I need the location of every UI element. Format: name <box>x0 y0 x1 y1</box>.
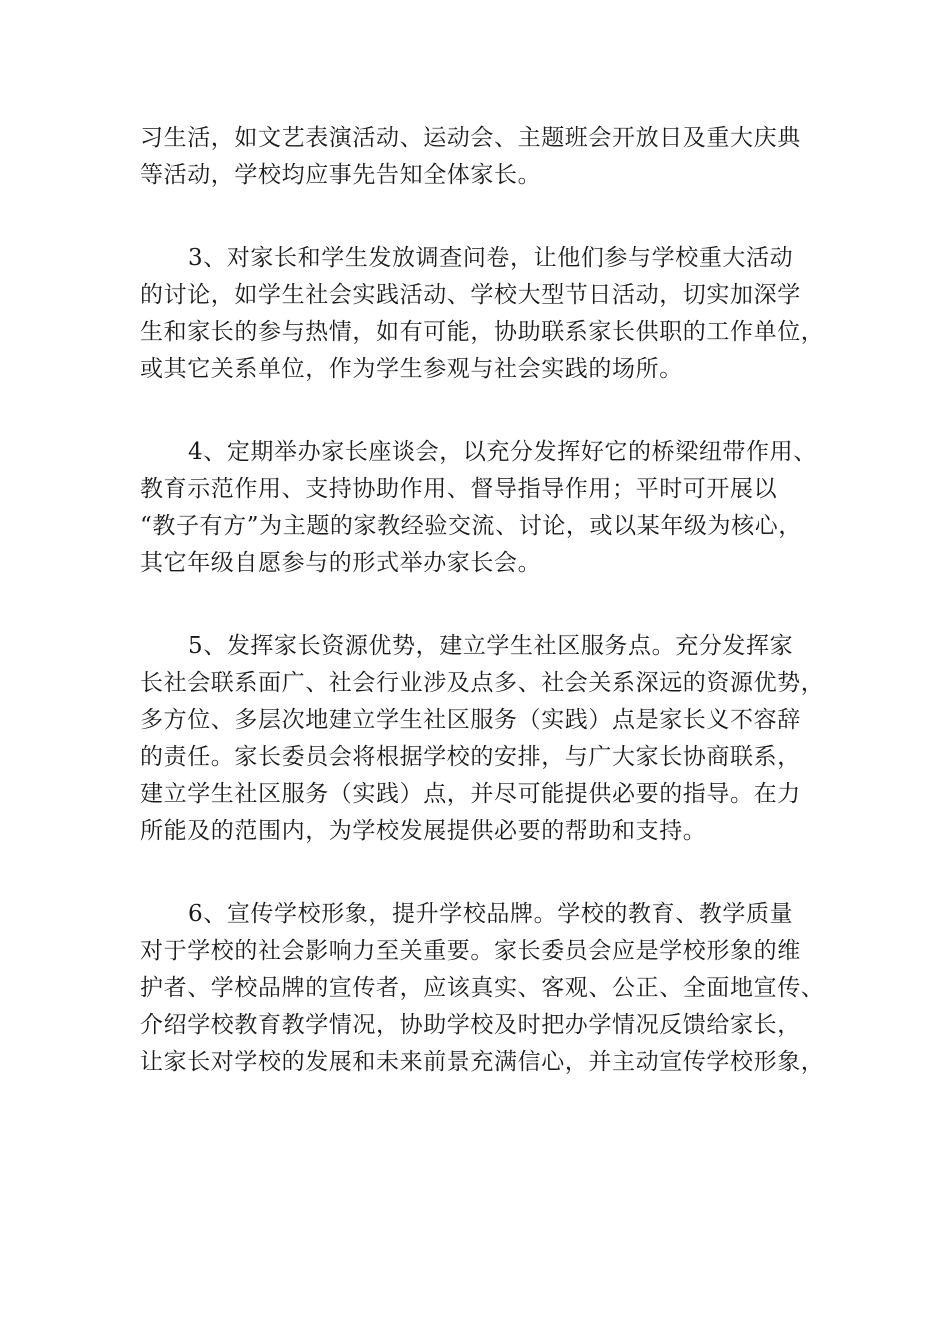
text-line: 长社会联系面广、社会行业涉及点多、社会关系深远的资源优势， <box>140 670 825 696</box>
paragraph-item-3 <box>140 240 825 388</box>
text-line: 5、发挥家长资源优势，建立学生社区服务点。充分发挥家 <box>188 633 794 659</box>
paragraph-continuation <box>140 120 820 194</box>
text-line: 习生活，如文艺表演活动、运动会、主题班会开放日及重大庆典 <box>140 125 801 151</box>
text-line: 其它年级自愿参与的形式举办家长会。 <box>140 550 542 576</box>
text-line: “教子有方”为主题的家教经验交流、讨论，或以某年级为核心， <box>140 513 802 539</box>
paragraph-item-4 <box>140 434 820 582</box>
document-body <box>140 120 825 1081</box>
text-line: 让家长对学校的发展和未来前景充满信心，并主动宣传学校形象， <box>140 1049 825 1075</box>
text-line: 护者、学校品牌的宣传者，应该真实、客观、公正、全面地宣传、 <box>140 975 825 1001</box>
paragraph-spacer <box>140 582 820 628</box>
text-line: 3、对家长和学生发放调查问卷，让他们参与学校重大活动 <box>188 245 794 271</box>
text-line: 对于学校的社会影响力至关重要。家长委员会应是学校形象的维 <box>140 938 801 964</box>
text-line: 介绍学校教育教学情况，协助学校及时把办学情况反馈给家长， <box>140 1012 801 1038</box>
text-line: 的讨论，如学生社会实践活动、学校大型节日活动，切实加深学 <box>140 282 801 308</box>
text-line: 或其它关系单位，作为学生参观与社会实践的场所。 <box>140 356 683 382</box>
text-line: 等活动，学校均应事先告知全体家长。 <box>140 162 542 188</box>
paragraph-item-5 <box>140 628 825 850</box>
paragraph-spacer <box>140 194 820 240</box>
text-line: 4、定期举办家长座谈会，以充分发挥好它的桥梁纽带作用、 <box>188 439 817 465</box>
text-line: 的责任。家长委员会将根据学校的安排，与广大家长协商联系， <box>140 744 801 770</box>
text-line: 6、宣传学校形象，提升学校品牌。学校的教育、教学质量 <box>188 901 794 927</box>
paragraph-spacer <box>140 850 820 896</box>
paragraph-spacer <box>140 388 820 434</box>
text-line: 生和家长的参与热情，如有可能，协助联系家长供职的工作单位， <box>140 319 825 345</box>
text-line: 建立学生社区服务（实践）点，并尽可能提供必要的指导。在力 <box>140 781 801 807</box>
text-line: 所能及的范围内，为学校发展提供必要的帮助和支持。 <box>140 818 707 844</box>
text-line: 多方位、多层次地建立学生社区服务（实践）点是家长义不容辞 <box>140 707 801 733</box>
text-line: 教育示范作用、支持协助作用、督导指导作用；平时可开展以 <box>140 476 778 502</box>
paragraph-item-6 <box>140 896 825 1081</box>
